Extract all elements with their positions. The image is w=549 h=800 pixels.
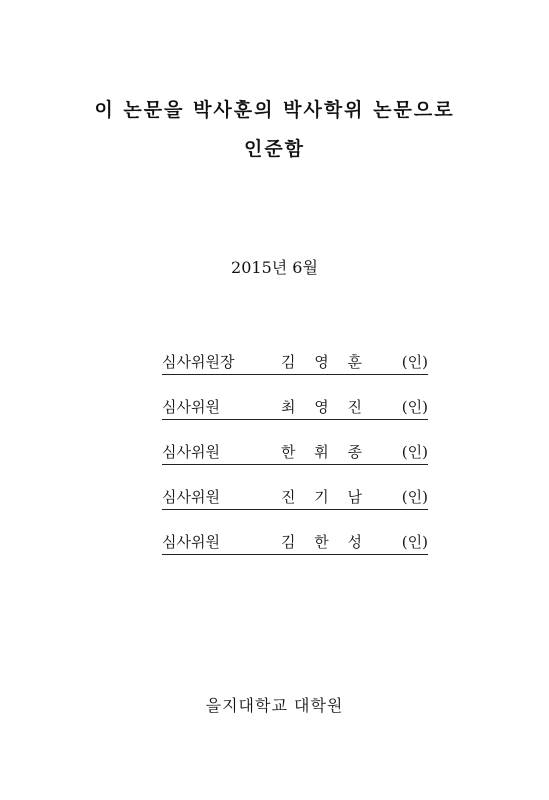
- approval-date: 2015년 6월: [231, 258, 318, 277]
- seal-mark: (인): [401, 353, 428, 371]
- committee-member-name: 김 한 성: [281, 533, 370, 551]
- committee-list: [162, 352, 428, 577]
- institution-name: 을지대학교 대학원: [205, 696, 344, 715]
- committee-role: 심사위원장: [162, 353, 235, 371]
- committee-role: 심사위원: [162, 398, 220, 416]
- seal-mark: (인): [401, 398, 428, 416]
- seal-mark: (인): [401, 488, 428, 506]
- approval-title-line-1: 이 논문을 박사훈의 박사학위 논문으로: [94, 99, 455, 121]
- committee-row: [162, 487, 428, 510]
- committee-member-name: 진 기 남: [281, 488, 370, 506]
- committee-row: [162, 532, 428, 555]
- committee-row: [162, 442, 428, 465]
- committee-role: 심사위원: [162, 488, 220, 506]
- committee-member-name: 김 영 훈: [281, 353, 370, 371]
- committee-role: 심사위원: [162, 533, 220, 551]
- committee-row: [162, 397, 428, 420]
- seal-mark: (인): [401, 443, 428, 461]
- seal-mark: (인): [401, 533, 428, 551]
- committee-row-chair: [162, 352, 428, 375]
- committee-member-name: 한 휘 종: [281, 443, 370, 461]
- approval-title-line-2: 인준함: [243, 138, 306, 160]
- committee-role: 심사위원: [162, 443, 220, 461]
- committee-member-name: 최 영 진: [281, 398, 370, 416]
